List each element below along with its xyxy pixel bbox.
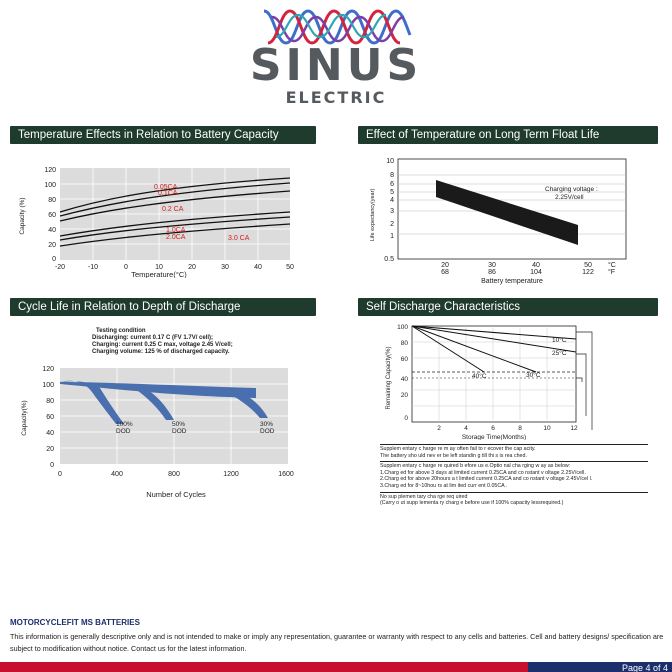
- dod-100-line2: DOD: [116, 428, 131, 435]
- x-tick: 30: [221, 264, 229, 271]
- x-tick: 8: [518, 425, 522, 432]
- y-tick: 20: [48, 242, 56, 249]
- y-axis-label: Life expectancy(year): [370, 188, 376, 242]
- y-tick: 0: [50, 462, 54, 469]
- testing-conditions: [92, 328, 322, 356]
- y-tick: 8: [390, 172, 394, 179]
- x-axis-label: Battery temperature: [481, 278, 543, 285]
- y-tick: 5: [390, 189, 394, 196]
- page-number: Page 4 of 4: [528, 662, 672, 672]
- x-tick: 2: [437, 425, 441, 432]
- temp-capacity-header: Temperature Effects in Relation to Battery Capacity: [10, 126, 316, 144]
- x-tick: 400: [111, 471, 123, 478]
- x-tick: 0: [124, 264, 128, 271]
- note-line: 3.Charg ed for 8~10hou rs at lim ited curr ent 0.05CA .: [380, 482, 508, 489]
- x-tick: 800: [168, 471, 180, 478]
- x-tick: 6: [491, 425, 495, 432]
- note-line-2: 2.25V/cell: [555, 194, 584, 201]
- y-tick: 0: [404, 415, 408, 422]
- x-tick: 4: [464, 425, 468, 432]
- curve-label: 0.05CA: [154, 184, 178, 191]
- temp-label: 40°C: [472, 373, 487, 380]
- y-tick: 2: [390, 221, 394, 228]
- curve-label: 0.1CA: [158, 190, 178, 197]
- dod-30-line2: DOD: [260, 428, 275, 435]
- dod-30-line1: 30%: [260, 421, 274, 428]
- y-tick: 20: [46, 446, 54, 453]
- temp-label: 30°C: [526, 372, 541, 379]
- unit-c: °C: [608, 262, 616, 269]
- note-line: 1.Charg ed for above 3 days at limited current 0.25CA and co nstant v oltage 2.25V/cell.: [380, 469, 586, 476]
- x-tick: 1200: [223, 471, 239, 478]
- self-discharge-notes: [380, 444, 648, 507]
- y-tick: 120: [44, 167, 56, 174]
- y-tick: 20: [400, 392, 408, 399]
- x-tick: 40: [254, 264, 262, 271]
- dod-label: [260, 421, 275, 435]
- footer-title: MOTORCYCLEFIT MS BATTERIES: [10, 618, 140, 627]
- note-line: 2.Charg ed for above 20hours a t limited current 0.25CA and co nstant v oltage 2.45V/cel l.: [380, 476, 593, 483]
- dod-100-line1: 100%: [116, 421, 133, 428]
- y-axis-label: Remaining Capacity(%): [386, 346, 392, 410]
- y-tick: 100: [42, 382, 54, 389]
- y-tick: 120: [42, 366, 54, 373]
- y-tick: 100: [397, 324, 408, 331]
- note-line: Supplem entary c harge re m ay often fail to r ecover the cap acity.: [380, 444, 648, 453]
- curve-label: 2.0CA: [166, 234, 186, 241]
- y-tick: 40: [46, 430, 54, 437]
- dod-label: [116, 421, 133, 435]
- footer-disclaimer: This information is generally descriptive only and is not intended to make or imply any representation, guarantee or warranty with respect to any cells and batteries. Cell and battery designs/ specification are subject to modification without notice. Contact us for the latest information.: [10, 632, 664, 653]
- y-tick: 1: [390, 233, 394, 240]
- x-tick: -20: [54, 264, 66, 271]
- x-tick: 0: [58, 471, 62, 478]
- unit-f: °F: [608, 269, 616, 276]
- curve-label: 1.0CA: [166, 227, 186, 234]
- cycle-life-chart: [16, 362, 306, 502]
- cycle-life-header: Cycle Life in Relation to Depth of Discharge: [10, 298, 316, 316]
- y-tick: 60: [46, 414, 54, 421]
- y-tick: 60: [400, 356, 408, 363]
- testing-line: Charging: current 0.25 C max, voltage 2.45 V/cell;: [92, 342, 233, 348]
- dod-50-line2: DOD: [172, 428, 187, 435]
- y-tick: 60: [48, 212, 56, 219]
- dod-label: [172, 421, 187, 435]
- self-discharge-chart: [372, 322, 638, 440]
- x-tick-c: 30: [488, 262, 496, 269]
- y-tick: 6: [390, 181, 394, 188]
- x-tick-f: 104: [530, 269, 542, 276]
- x-tick: 12: [570, 425, 578, 432]
- x-axis-label: Number of Cycles: [146, 490, 206, 499]
- x-tick: -10: [87, 264, 99, 271]
- testing-line: Testing condition: [96, 328, 146, 334]
- logo-wordmark: SINUS: [249, 40, 423, 91]
- y-tick: 0: [52, 256, 56, 263]
- temp-label: 10°C: [552, 337, 567, 344]
- x-tick-f: 68: [441, 269, 449, 276]
- y-tick: 4: [390, 197, 394, 204]
- dod-50-line1: 50%: [172, 421, 186, 428]
- y-tick: 40: [48, 227, 56, 234]
- temp-label: 25°C: [552, 350, 567, 357]
- self-discharge-header: Self Discharge Characteristics: [358, 298, 658, 316]
- float-life-chart: [370, 155, 640, 285]
- x-tick: 20: [188, 264, 196, 271]
- temp-capacity-chart: [16, 160, 306, 278]
- y-tick: 80: [48, 197, 56, 204]
- x-tick-c: 20: [441, 262, 449, 269]
- y-axis-label: Capacity (%): [19, 197, 26, 235]
- x-tick: 10: [155, 264, 163, 271]
- y-tick: 10: [386, 158, 394, 165]
- company-logo: [0, 0, 672, 110]
- y-tick: 3: [390, 208, 394, 215]
- x-tick-c: 40: [532, 262, 540, 269]
- y-axis-label: Capacity(%): [21, 400, 28, 436]
- x-tick: 1600: [278, 471, 294, 478]
- x-tick-c: 50: [584, 262, 592, 269]
- testing-line: Discharging: current 0.17 C (FV 1.7V/ cell);: [92, 335, 214, 341]
- float-life-header: Effect of Temperature on Long Term Float Life: [358, 126, 658, 144]
- y-tick: 80: [46, 398, 54, 405]
- y-tick: 80: [400, 340, 408, 347]
- note-line: No sup plemen tary cha rge req uired: [380, 492, 648, 501]
- x-tick-f: 86: [488, 269, 496, 276]
- x-axis-label: Temperature(°C): [131, 270, 187, 278]
- logo-subtitle: ELECTRIC: [285, 88, 387, 107]
- x-tick-f: 122: [582, 269, 594, 276]
- y-tick: 40: [400, 376, 408, 383]
- curve-label: 3.0 CA: [228, 235, 250, 242]
- y-tick: 0.5: [384, 256, 394, 263]
- y-tick: 100: [44, 182, 56, 189]
- x-tick: 10: [543, 425, 551, 432]
- note-line: The battery sho uld nev er be left standin g till thi s is rea ched.: [380, 452, 527, 459]
- note-line: (Carry o ut supp lementa ry charg e before use if 100% capacity lessrequired.): [380, 500, 564, 507]
- note-line-1: Charging voltage :: [545, 186, 598, 193]
- note-line: Supplem entary c harge re quired b efore us e.Optio nal cha rging w ay as below:: [380, 461, 648, 470]
- testing-line: Charging volume: 125 % of discharged capacity.: [92, 349, 230, 355]
- x-tick: 50: [286, 264, 294, 271]
- curve-label: 0.2 CA: [162, 206, 184, 213]
- x-axis-label: Storage Time(Months): [461, 434, 527, 440]
